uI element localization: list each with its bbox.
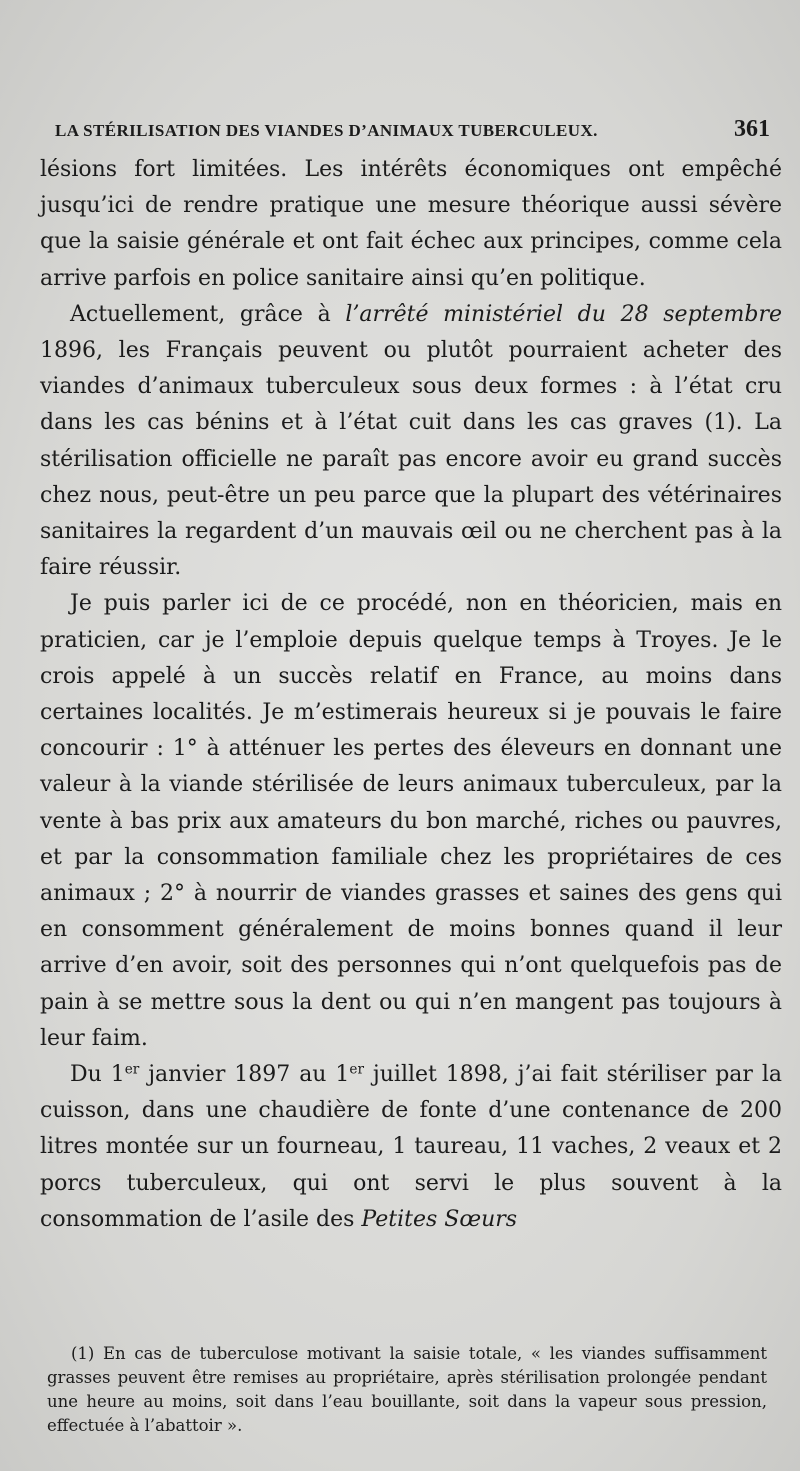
- paragraph-4-part-2: janvier 1897 au 1: [139, 1062, 350, 1088]
- paragraph-4-part-1: Du 1: [70, 1062, 125, 1088]
- page-header: [55, 116, 770, 143]
- paragraph-1: lésions fort limitées. Les intérêts économiques ont empêché jusqu’ici de rendre pratique une mesure théorique aussi sévère que la saisie générale et ont fait échec aux principes, comme cela arrive parfois en police sanitaire ainsi qu’en politique.: [40, 157, 782, 291]
- footnote-1: (1) En cas de tuberculose motivant la saisie totale, « les viandes suffisamment grasses peuvent être remises au propriétaire, après stérilisation prolongée pendant une heure au moins, soit dans l’eau bouillante, soit dans la vapeur sous pression, effectuée à l’abattoir ».: [47, 1344, 767, 1435]
- superscript-er-1: er: [124, 1061, 140, 1078]
- main-text: [40, 152, 782, 1238]
- paragraph-4-part-3: juillet 1898, j’ai fait stériliser par la cuisson, dans une chaudière de fonte d’une contenance de 200 litres montée sur un fourneau, 1 taureau, 11 vaches, 2 veaux et 2 porcs tuberculeux, qui ont servi le plus souvent à la consommation de l’asile des: [40, 1062, 782, 1232]
- running-title: LA STÉRILISATION DES VIANDES D’ANIMAUX TUBERCULEUX.: [55, 121, 598, 140]
- paragraph-2-rest: 1896, les Français peuvent ou plutôt pourraient acheter des viandes d’animaux tuberculeux sous deux formes : à l’état cru dans les cas bénins et à l’état cuit dans les cas graves (1). La stérilisation officielle ne paraît pas encore avoir eu grand succès chez nous, peut-être un peu parce que la plupart des vétérinaires sanitaires la regardent d’un mauvais œil ou ne cherchent pas à la faire réussir.: [40, 338, 782, 581]
- paragraph-2-italic: l’arrêté ministériel du 28 septembre: [345, 301, 782, 327]
- page-number: 361: [734, 116, 770, 142]
- paragraph-2-start: Actuellement, grâce à: [70, 301, 346, 327]
- superscript-er-2: er: [349, 1061, 364, 1078]
- paragraph-2: [40, 297, 782, 587]
- paragraph-4-italic: Petites Sœurs: [361, 1206, 518, 1232]
- footnotes: [47, 1342, 767, 1438]
- paragraph-4: [40, 1057, 782, 1238]
- paragraph-3: Je puis parler ici de ce procédé, non en théoricien, mais en praticien, car je l’emploie depuis quelque temps à Troyes. Je le crois appelé à un succès relatif en France, au moins dans certaines localités. Je m’estimerais heureux si je pouvais le faire concourir : 1° à atténuer les pertes des éleveurs en donnant une valeur à la viande stérilisée de leurs animaux tuberculeux, par la vente à bas prix aux amateurs du bon marché, riches ou pauvres, et par la consommation familiale chez les propriétaires de ces animaux ; 2° à nourrir de viandes grasses et saines des gens qui en consomment généralement de moins bonnes quand il leur arrive d’en avoir, soit des personnes qui n’ont quelquefois pas de pain à se mettre sous la dent ou qui n’en mangent pas toujours à leur faim.: [40, 591, 782, 1051]
